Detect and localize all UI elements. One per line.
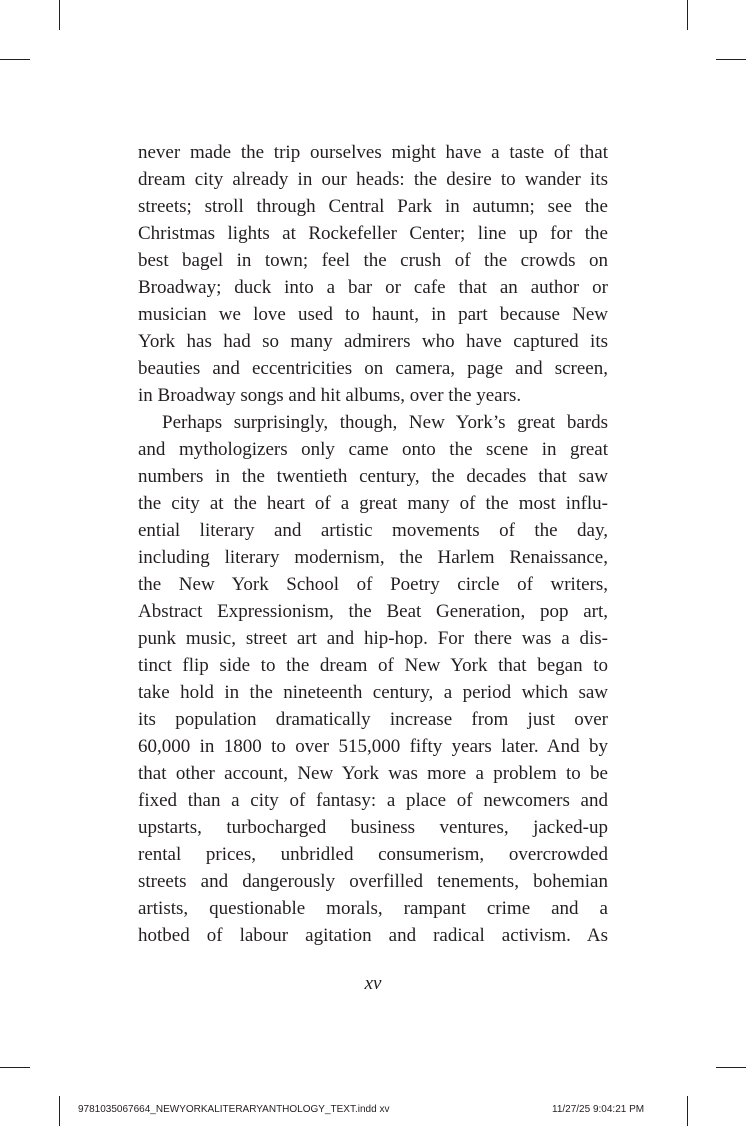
crop-mark-bottom-left bbox=[59, 1096, 60, 1126]
crop-mark-top-left bbox=[59, 0, 60, 30]
text-line: artists, questionable morals, rampant crime and a bbox=[138, 898, 608, 919]
text-line: its population dramatically increase from just over bbox=[138, 709, 608, 730]
text-line: dream city already in our heads: the desire to wander its bbox=[138, 169, 608, 190]
text-line: 60,000 in 1800 to over 515,000 fifty years later. And by bbox=[138, 736, 608, 757]
text-line: musician we love used to haunt, in part because New bbox=[138, 304, 608, 325]
text-line: upstarts, turbocharged business ventures, jacked-up bbox=[138, 817, 608, 838]
text-line: Broadway; duck into a bar or cafe that an author or bbox=[138, 277, 608, 298]
text-line: the New York School of Poetry circle of writers, bbox=[138, 574, 608, 595]
slug-filename: 9781035067664_NEWYORKALITERARYANTHOLOGY_TEXT.indd xv bbox=[78, 1104, 390, 1115]
text-line: including literary modernism, the Harlem Renaissance, bbox=[138, 547, 608, 568]
page-number: xv bbox=[364, 973, 382, 994]
paragraph bbox=[138, 409, 608, 949]
crop-mark-bottom-right bbox=[687, 1096, 688, 1126]
text-line: rental prices, unbridled consumerism, overcrowded bbox=[138, 844, 608, 865]
crop-mark-top-right bbox=[687, 0, 688, 30]
text-line: hotbed of labour agitation and radical activism. As bbox=[138, 925, 608, 946]
text-line: take hold in the nineteenth century, a period which saw bbox=[138, 682, 608, 703]
text-line: York has had so many admirers who have captured its bbox=[138, 331, 608, 352]
text-line: beauties and eccentricities on camera, page and screen, bbox=[138, 358, 608, 379]
text-line: Abstract Expressionism, the Beat Generation, pop art, bbox=[138, 601, 608, 622]
text-line: Perhaps surprisingly, though, New York’s great bards bbox=[162, 412, 608, 433]
text-line: numbers in the twentieth century, the decades that saw bbox=[138, 466, 608, 487]
text-line: the city at the heart of a great many of the most influ- bbox=[138, 493, 608, 514]
text-line: never made the trip ourselves might have a taste of that bbox=[138, 142, 608, 163]
text-line: best bagel in town; feel the crush of the crowds on bbox=[138, 250, 608, 271]
text-line: streets and dangerously overfilled tenements, bohemian bbox=[138, 871, 608, 892]
crop-mark-left-bottom bbox=[0, 1067, 30, 1068]
crop-mark-right-bottom bbox=[716, 1067, 746, 1068]
slug-datetime: 11/27/25 9:04:21 PM bbox=[552, 1104, 645, 1115]
text-line: fixed than a city of fantasy: a place of newcomers and bbox=[138, 790, 608, 811]
text-line: that other account, New York was more a problem to be bbox=[138, 763, 608, 784]
paragraph bbox=[138, 139, 608, 409]
body-text bbox=[138, 139, 608, 949]
crop-mark-left-top bbox=[0, 59, 30, 60]
crop-mark-right-top bbox=[716, 59, 746, 60]
text-line: tinct flip side to the dream of New York that began to bbox=[138, 655, 608, 676]
text-line: in Broadway songs and hit albums, over the years. bbox=[138, 385, 522, 406]
text-line: streets; stroll through Central Park in autumn; see the bbox=[138, 196, 608, 217]
text-line: and mythologizers only came onto the scene in great bbox=[138, 439, 608, 460]
text-line: Christmas lights at Rockefeller Center; line up for the bbox=[138, 223, 608, 244]
text-line: ential literary and artistic movements of the day, bbox=[138, 520, 608, 541]
text-line: punk music, street art and hip-hop. For there was a dis- bbox=[138, 628, 608, 649]
